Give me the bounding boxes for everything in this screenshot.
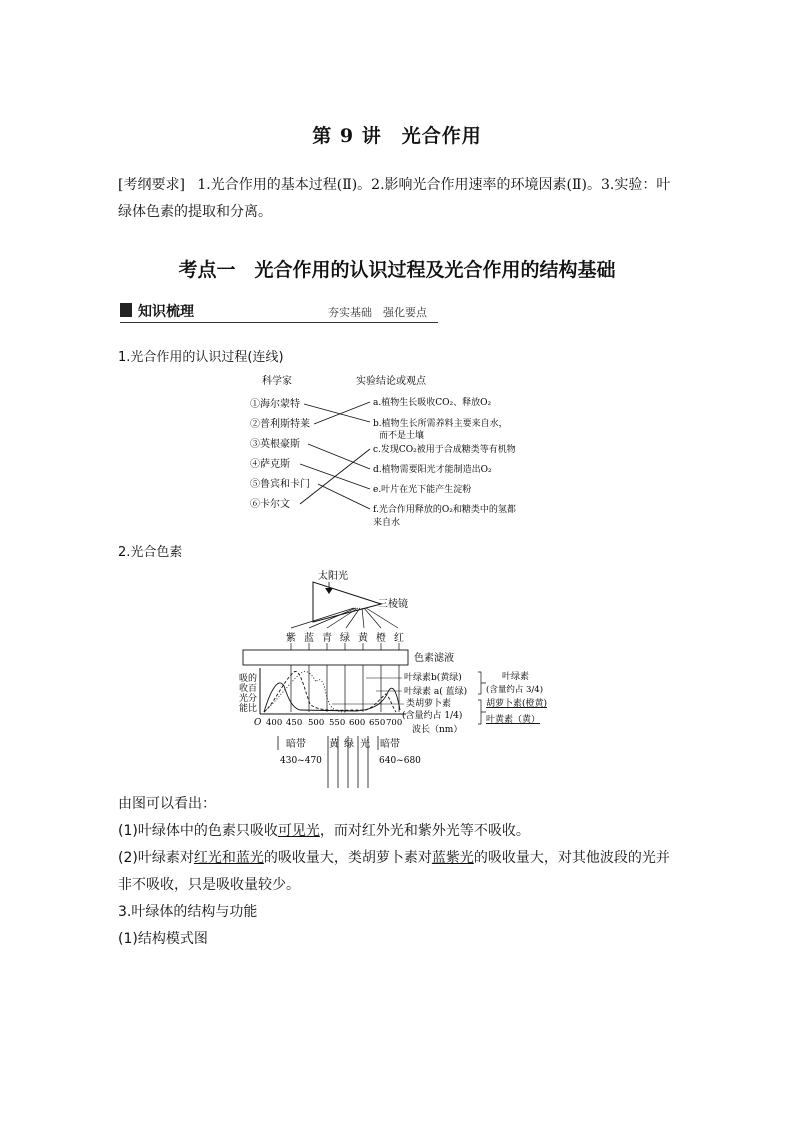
xtick-650: 650 xyxy=(369,718,386,728)
color-cyan: 青 xyxy=(322,633,332,644)
observation-2 xyxy=(118,845,678,872)
matching-diagram xyxy=(240,370,560,542)
observation-intro: 由图可以看出： xyxy=(118,796,216,812)
match-line-6 xyxy=(300,449,370,504)
band-light: 光 xyxy=(360,739,370,750)
conclusion-b: b.植物生长所需养料主要来自水， xyxy=(373,419,508,429)
obs2-c: 的吸收量大，对其他波段的光并 xyxy=(473,850,670,866)
conclusion-col-header: 实验结论或观点 xyxy=(356,376,426,387)
scientist-5: ⑤鲁宾和卡门 xyxy=(250,479,310,490)
knowledge-header-title: 知识梳理 xyxy=(138,304,194,320)
conclusion-b-cont: 而不是土壤 xyxy=(379,431,425,441)
dark-band-1-range: 430~470 xyxy=(280,756,322,766)
curve-label-carotenoid: 类胡萝卜素 xyxy=(406,699,452,709)
ylabel-2: 收百 xyxy=(239,684,258,694)
obs1-underline: 可见光 xyxy=(277,823,320,839)
conclusion-f-cont: 来自水 xyxy=(373,518,401,528)
curve-label-carotenoid-pct: (含量约占 1/4) xyxy=(402,711,463,721)
sunlight-label: 太阳光 xyxy=(318,571,348,582)
prism-label: 三棱镜 xyxy=(378,599,408,610)
ylabel-3: 光分 xyxy=(239,694,258,704)
car-brace xyxy=(478,700,486,724)
sunlight-arrowhead xyxy=(325,588,333,594)
xtick-450: 450 xyxy=(286,718,303,728)
ylabel-4: 能比 xyxy=(239,704,258,714)
conclusion-a: a.植物生长吸收CO₂、释放O₂ xyxy=(373,398,492,408)
dark-band-1: 暗带 xyxy=(286,739,306,750)
matching-lines xyxy=(300,402,370,509)
xtick-700: 700 xyxy=(386,718,403,728)
band-yellow: 黄 xyxy=(329,739,339,750)
color-blue: 蓝 xyxy=(304,633,314,644)
carotene-label: 胡萝卜素(橙黄) xyxy=(486,699,548,709)
obs2-underline-1: 红光和蓝光 xyxy=(193,850,264,866)
chl-group-label: 叶绿素 xyxy=(502,672,530,682)
xtick-600: 600 xyxy=(349,718,366,728)
obs2-b: 的吸收量大，类胡萝卜素对 xyxy=(263,850,432,866)
xtick-550: 550 xyxy=(329,718,346,728)
filter-label: 色素滤液 xyxy=(414,653,454,664)
match-line-5 xyxy=(318,484,370,509)
header-square-icon xyxy=(120,303,132,317)
lecture-title: 第 9 讲 光合作用 xyxy=(312,125,482,147)
knowledge-header-subtitle: 夯实基础 强化要点 xyxy=(328,306,427,319)
observation-1 xyxy=(118,818,678,845)
color-orange: 橙 xyxy=(376,633,386,644)
color-violet: 紫 xyxy=(286,633,296,644)
scientist-3: ③英根豪斯 xyxy=(250,439,300,450)
color-green: 绿 xyxy=(340,633,350,644)
pigment-absorption-figure xyxy=(236,564,566,788)
color-to-filter-lines xyxy=(291,643,399,650)
xaxis-label: 波长（nm） xyxy=(412,725,463,735)
obs1-b: ，而对红外光和紫外光等不吸收。 xyxy=(319,823,530,839)
item3-subheading: (1)结构模式图 xyxy=(118,931,208,947)
curve-label-chl-a: 叶绿素 a( 蓝绿) xyxy=(404,687,468,697)
obs1-a: (1)叶绿体中的色素只吸收 xyxy=(118,823,278,839)
exam-requirements xyxy=(118,172,678,226)
carotenoid-curve xyxy=(264,672,346,712)
xtick-500: 500 xyxy=(308,718,325,728)
color-red: 红 xyxy=(394,633,404,644)
dispersion-rays xyxy=(291,608,398,628)
item2-heading: 2.光合色素 xyxy=(118,545,183,560)
chl-group-pct: (含量约占 3/4) xyxy=(486,685,544,695)
scientist-4: ④萨克斯 xyxy=(250,459,290,470)
absorption-curves xyxy=(264,671,400,712)
section-title: 考点一 光合作用的认识过程及光合作用的结构基础 xyxy=(178,259,616,281)
origin-label: O xyxy=(254,718,262,728)
dark-band-2: 暗带 xyxy=(380,739,400,750)
item3-heading: 3.叶绿体的结构与功能 xyxy=(118,904,258,920)
requirement-text: 1.光合作用的基本过程(Ⅱ)。2.影响光合作用速率的环境因素(Ⅱ)。3.实验：叶绿体色素的提取和分离。 xyxy=(118,177,671,220)
band-green: 绿 xyxy=(344,739,354,750)
color-yellow: 黄 xyxy=(358,633,368,644)
scientist-col-header: 科学家 xyxy=(262,376,292,387)
requirement-tag: [考纲要求] xyxy=(118,177,185,193)
chl-brace xyxy=(478,672,486,694)
obs2-underline-2: 蓝紫光 xyxy=(431,850,474,866)
dark-band-2-range: 640~680 xyxy=(379,756,421,766)
xtick-400: 400 xyxy=(266,718,283,728)
scientist-2: ②普利斯特莱 xyxy=(250,419,310,430)
chl-a-curve xyxy=(264,683,400,712)
observation-2-cont: 非不吸收，只是吸收量较少。 xyxy=(118,877,300,893)
item1-heading: 1.光合作用的认识过程(连线) xyxy=(118,350,284,365)
filter-box xyxy=(243,650,408,665)
scientist-1: ①海尔蒙特 xyxy=(250,399,300,410)
conclusion-e: e.叶片在光下能产生淀粉 xyxy=(373,485,472,495)
curve-label-chl-b: 叶绿素b(黄绿) xyxy=(404,673,462,683)
match-line-2 xyxy=(314,402,370,424)
ylabel-1: 吸的 xyxy=(239,674,258,684)
match-line-1 xyxy=(304,404,370,422)
header-underline xyxy=(120,322,438,323)
conclusion-c: c.发现CO₂被用于合成糖类等有机物 xyxy=(373,445,516,455)
scientist-6: ⑥卡尔文 xyxy=(250,499,290,510)
conclusion-d: d.植物需要阳光才能制造出O₂ xyxy=(373,465,492,475)
conclusion-f: f.光合作用释放的O₂和糖类中的氢都 xyxy=(373,505,516,515)
obs2-a: (2)叶绿素对 xyxy=(118,850,194,866)
xanthophyll-label: 叶黄素（黄） xyxy=(486,715,541,725)
